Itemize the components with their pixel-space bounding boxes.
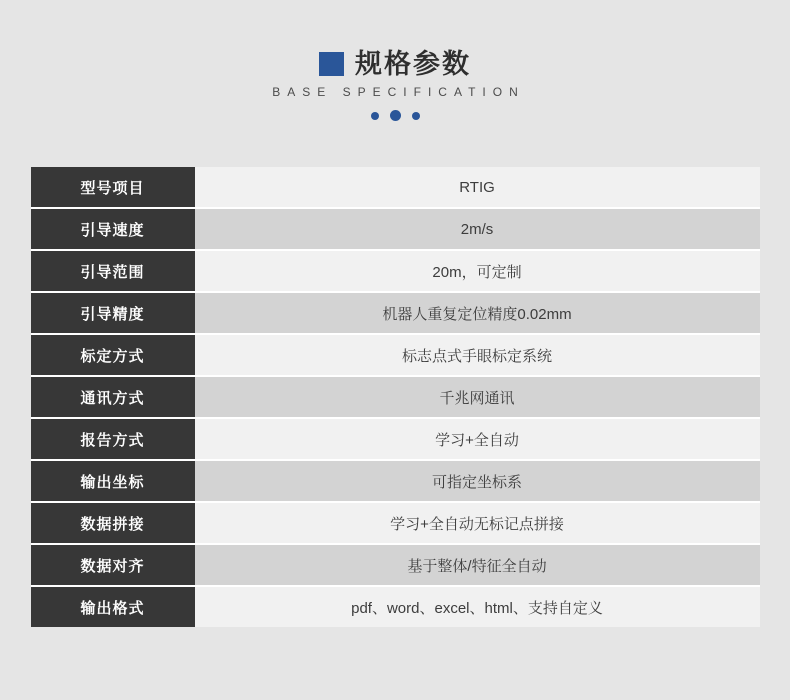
spec-label: 数据拼接 (31, 503, 195, 543)
spec-row (31, 503, 760, 545)
spec-label: 标定方式 (31, 335, 195, 375)
dot-icon (390, 110, 401, 121)
spec-row (31, 461, 760, 503)
section-title: 规格参数 (355, 49, 471, 79)
spec-row (31, 335, 760, 377)
spec-value: 机器人重复定位精度0.02mm (195, 293, 760, 333)
spec-value: 20m，可定制 (195, 251, 760, 291)
spec-label: 数据对齐 (31, 545, 195, 585)
spec-value: 标志点式手眼标定系统 (195, 335, 760, 375)
spec-label: 通讯方式 (31, 377, 195, 417)
spec-value: 基于整体/特征全自动 (195, 545, 760, 585)
spec-label: 型号项目 (31, 167, 195, 207)
spec-value: pdf、word、excel、html、支持自定义 (195, 587, 760, 627)
spec-row (31, 209, 760, 251)
section-header (0, 0, 790, 121)
dots-decoration (371, 110, 420, 121)
spec-value: 2m/s (195, 209, 760, 249)
spec-value: 千兆网通讯 (195, 377, 760, 417)
spec-row (31, 377, 760, 419)
spec-row (31, 251, 760, 293)
spec-label: 引导速度 (31, 209, 195, 249)
section-subtitle: BASE SPECIFICATION (272, 85, 525, 99)
spec-row (31, 587, 760, 627)
spec-value: 学习+全自动 (195, 419, 760, 459)
spec-value: RTIG (195, 167, 760, 207)
spec-row (31, 419, 760, 461)
spec-label: 引导精度 (31, 293, 195, 333)
spec-label: 报告方式 (31, 419, 195, 459)
spec-value: 可指定坐标系 (195, 461, 760, 501)
spec-label: 输出坐标 (31, 461, 195, 501)
spec-row (31, 293, 760, 335)
spec-value: 学习+全自动无标记点拼接 (195, 503, 760, 543)
spec-label: 输出格式 (31, 587, 195, 627)
dot-icon (412, 112, 420, 120)
title-row (319, 50, 471, 78)
spec-row (31, 545, 760, 587)
spec-table (31, 167, 760, 627)
title-square-icon (319, 52, 344, 76)
spec-label: 引导范围 (31, 251, 195, 291)
spec-row (31, 167, 760, 209)
dot-icon (371, 112, 379, 120)
